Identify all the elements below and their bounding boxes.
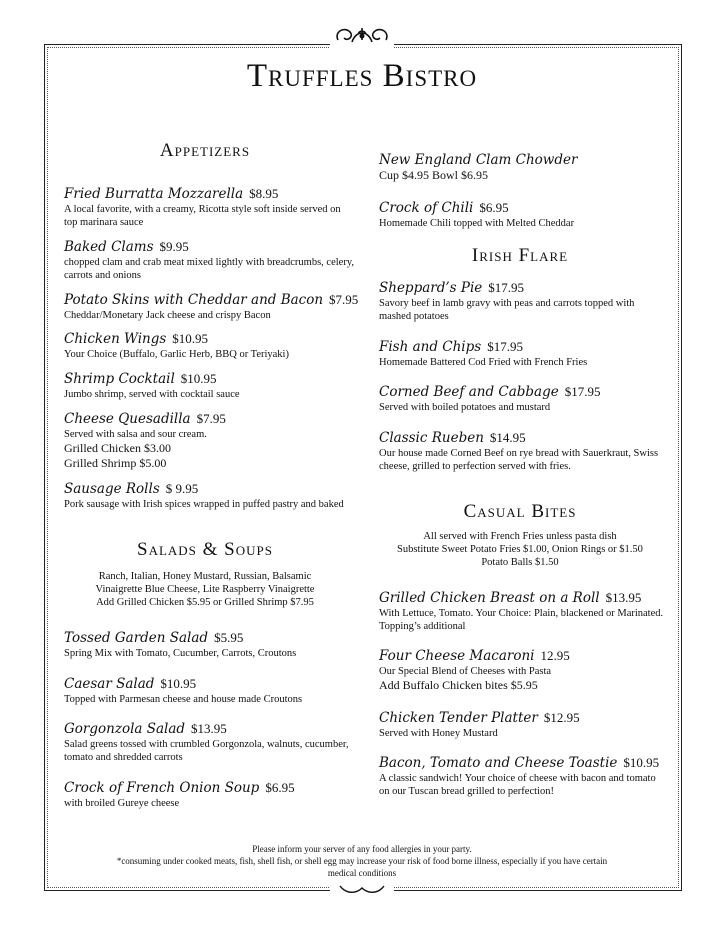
casual-heading: Casual Bites <box>463 501 577 522</box>
item-description: Served with boiled potatoes and mustard <box>379 402 551 413</box>
item-price: $10.95 <box>172 331 209 346</box>
footer-line: Please inform your server of any food allergies in your party. <box>252 844 472 854</box>
menu-item <box>64 627 354 660</box>
item-price: $13.95 <box>191 721 227 736</box>
note-line: Potato Balls $1.50 <box>481 557 559 568</box>
menu-item <box>64 673 364 706</box>
item-description: A classic sandwich! Your choice of cheese with bacon and tomato on our Tuscan bread grilled to perfection! <box>379 773 656 797</box>
menu-item <box>64 328 354 361</box>
item-description: Spring Mix with Tomato, Cucumber, Carrots, Croutons <box>64 648 297 659</box>
menu-item <box>379 149 664 183</box>
item-description: Jumbo shrimp, served with cocktail sauce <box>64 389 240 400</box>
item-description: Served with salsa and sour cream. <box>64 429 207 440</box>
item-name: Crock of Chili <box>379 200 474 216</box>
item-description: Salad greens tossed with crumbled Gorgonzola, walnuts, cucumber, tomato and shredded carrots <box>64 739 349 763</box>
item-name: New England Clam Chowder <box>379 152 578 168</box>
item-price: $17.95 <box>564 384 601 399</box>
allergy-notice <box>60 843 664 879</box>
item-price: $5.95 <box>214 630 244 645</box>
item-description: Our house made Corned Beef on rye bread with Sauerkraut, Swiss cheese, grilled to perfection served with fries. <box>379 448 659 472</box>
item-description: Your Choice (Buffalo, Garlic Herb, BBQ or Teriyaki) <box>64 349 289 360</box>
item-name: Chicken Wings <box>64 331 167 347</box>
note-line: Substitute Sweet Potato Fries $1.00, Onion Rings or $1.50 <box>397 544 643 555</box>
item-description: chopped clam and crab meat mixed lightly with breadcrumbs, celery, carrots and onions <box>64 257 355 281</box>
item-price: $10.95 <box>623 755 660 770</box>
item-price: $13.95 <box>605 590 642 605</box>
item-name: Baked Clams <box>64 239 154 255</box>
item-description: Homemade Chili topped with Melted Cheddar <box>379 218 575 229</box>
item-name: Gorgonzola Salad <box>64 721 186 737</box>
item-name: Fried Burratta Mozzarella <box>64 186 244 202</box>
item-price: $17.95 <box>487 339 523 354</box>
item-name: Corned Beef and Cabbage <box>379 384 559 400</box>
item-description: A local favorite, with a creamy, Ricotta style soft inside served on top marinara sauce <box>64 204 341 228</box>
footer-line: medical conditions <box>327 868 397 878</box>
flourish-bottom-icon <box>330 878 394 900</box>
dressing-note <box>64 570 346 609</box>
item-price: $ 9.95 <box>165 481 199 496</box>
item-name: Potato Skins with Cheddar and Bacon <box>64 292 324 308</box>
casual-note <box>379 530 661 569</box>
item-price: $12.95 <box>543 710 580 725</box>
item-price: $8.95 <box>249 186 279 201</box>
item-description: Cheddar/Monetary Jack cheese and crispy Bacon <box>64 310 271 321</box>
menu-item <box>64 368 354 401</box>
menu-item <box>379 707 664 740</box>
item-name: Chicken Tender Platter <box>379 710 538 726</box>
item-name: Shrimp Cocktail <box>64 371 175 387</box>
item-price: $6.95 <box>265 780 295 795</box>
note-line: Ranch, Italian, Honey Mustard, Russian, Balsamic <box>98 571 312 582</box>
item-description: Cup $4.95 Bowl $6.95 <box>379 168 489 182</box>
item-addon: Grilled Chicken $3.00 <box>64 441 171 455</box>
menu-item <box>64 289 364 322</box>
item-price: 12.95 <box>540 648 570 663</box>
item-name: Caesar Salad <box>64 676 155 692</box>
salads-heading: Salads & Soups <box>137 539 273 560</box>
restaurant-title: Truffles Bistro <box>246 58 478 94</box>
menu-item <box>379 645 664 693</box>
menu-item <box>379 381 664 414</box>
menu-item <box>379 427 664 473</box>
item-name: Cheese Quesadilla <box>64 411 191 427</box>
item-name: Sausage Rolls <box>64 481 160 497</box>
menu-item <box>379 197 664 230</box>
item-description: Savory beef in lamb gravy with peas and carrots topped with mashed potatoes <box>379 298 635 322</box>
menu-item <box>379 587 664 633</box>
menu-item <box>379 277 664 323</box>
appetizers-heading: Appetizers <box>159 140 251 161</box>
item-name: Fish and Chips <box>379 339 482 355</box>
menu-item <box>64 408 354 471</box>
menu-item <box>64 236 354 282</box>
item-price: $17.95 <box>488 280 525 295</box>
item-name: Sheppard’s Pie <box>379 280 483 296</box>
footer-line: *consuming under cooked meats, fish, shell fish, or shell egg may increase your risk of food borne illness, especially if you have certain <box>116 856 608 866</box>
item-name: Four Cheese Macaroni <box>379 648 535 664</box>
note-line: All served with French Fries unless pasta dish <box>423 531 617 542</box>
item-price: $7.95 <box>196 411 226 426</box>
menu-item <box>64 183 354 229</box>
item-addon: Grilled Shrimp $5.00 <box>64 456 167 470</box>
item-description: Pork sausage with Irish spices wrapped in puffed pastry and baked <box>64 499 344 510</box>
item-price: $10.95 <box>160 676 197 691</box>
item-name: Bacon, Tomato and Cheese Toastie <box>379 755 618 771</box>
item-price: $6.95 <box>479 200 509 215</box>
item-price: $7.95 <box>329 292 359 307</box>
item-name: Crock of French Onion Soup <box>64 780 260 796</box>
item-name: Grilled Chicken Breast on a Roll <box>379 590 600 606</box>
menu-item <box>379 752 664 798</box>
item-name: Tossed Garden Salad <box>64 630 209 646</box>
item-price: $14.95 <box>489 430 526 445</box>
menu-item <box>64 777 354 810</box>
item-description: Our Special Blend of Cheeses with Pasta <box>379 666 552 677</box>
menu-item <box>379 336 664 369</box>
item-name: Classic Rueben <box>379 430 484 446</box>
menu-item <box>64 478 354 511</box>
item-price: $10.95 <box>180 371 217 386</box>
flourish-top-icon <box>330 22 394 48</box>
note-line: Add Grilled Chicken $5.95 or Grilled Shrimp $7.95 <box>96 597 314 608</box>
item-description: With Lettuce, Tomato. Your Choice: Plain, blackened or Marinated. Topping’s additional <box>379 608 664 632</box>
irish-heading: Irish Flare <box>471 245 569 266</box>
menu-item <box>64 718 354 764</box>
item-description: Topped with Parmesan cheese and house made Croutons <box>64 694 303 705</box>
item-description: Homemade Battered Cod Fried with French Fries <box>379 357 588 368</box>
item-description: Served with Honey Mustard <box>379 728 498 739</box>
item-addon: Add Buffalo Chicken bites $5.95 <box>379 678 538 692</box>
item-price: $9.95 <box>159 239 189 254</box>
item-description: with broiled Gureye cheese <box>64 798 180 809</box>
note-line: Vinaigrette Blue Cheese, Lite Raspberry Vinaigrette <box>95 584 315 595</box>
